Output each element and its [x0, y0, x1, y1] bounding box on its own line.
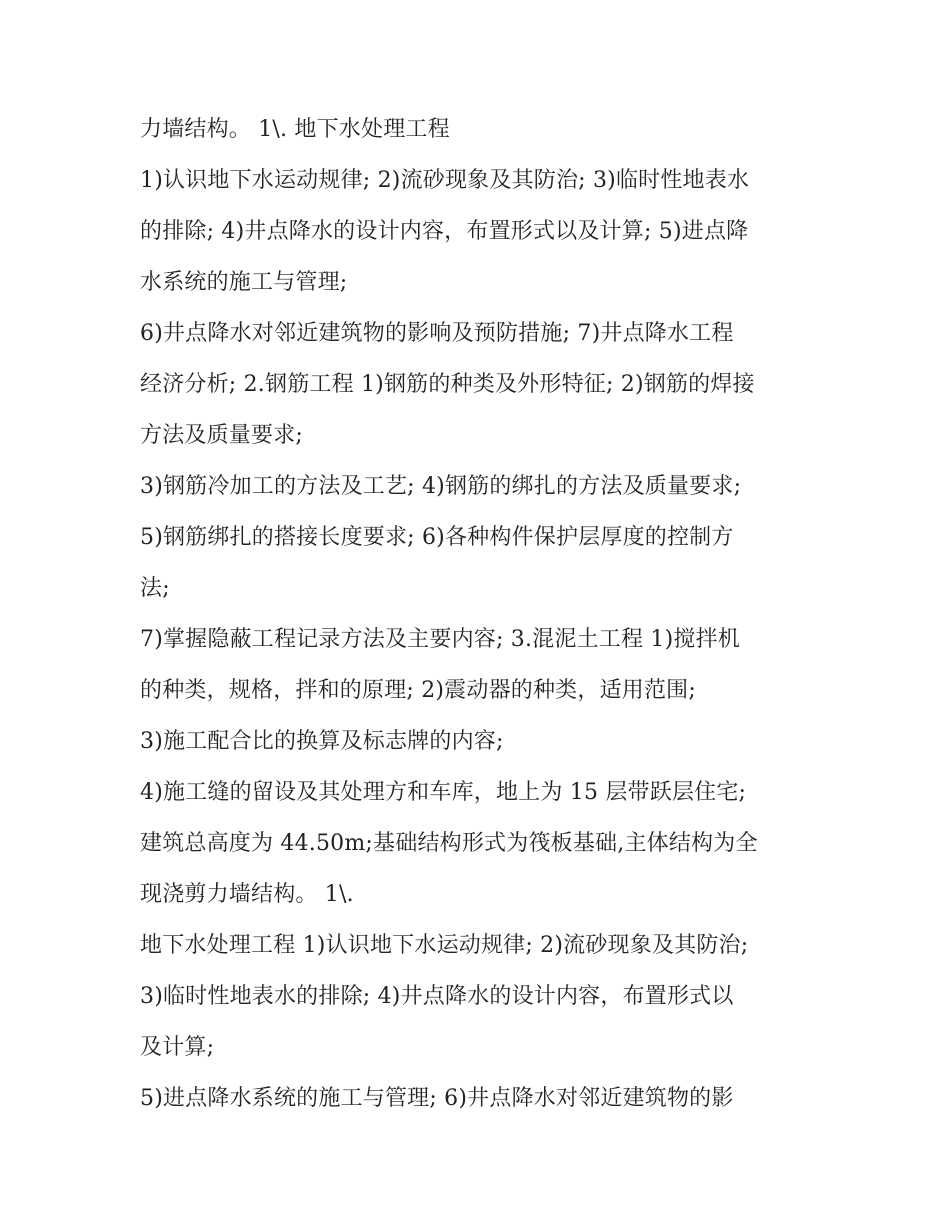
text-line: 经济分析; 2.钢筋工程 1)钢筋的种类及外形特征; 2)钢筋的焊接 — [140, 372, 755, 397]
text-line: 建筑总高度为 44.50m;基础结构形式为筏板基础,主体结构为全 — [140, 831, 758, 856]
text-line: 的种类，规格，拌和的原理; 2)震动器的种类，适用范围; — [140, 678, 696, 703]
text-line: 3)施工配合比的换算及标志牌的内容; — [140, 729, 504, 754]
text-line: 5)进点降水系统的施工与管理; 6)井点降水对邻近建筑物的影 — [140, 1086, 734, 1111]
text-line: 现浇剪力墙结构。 1\. — [140, 882, 354, 907]
text-line: 4)施工缝的留设及其处理方和车库，地上为 15 层带跃层住宅; — [140, 780, 747, 805]
text-line: 方法及质量要求; — [140, 423, 304, 448]
text-line: 法; — [140, 576, 170, 601]
text-line: 3)临时性地表水的排除; 4)井点降水的设计内容，布置形式以 — [140, 984, 734, 1009]
text-line: 7)掌握隐蔽工程记录方法及主要内容; 3.混泥土工程 1)搅拌机 — [140, 627, 740, 652]
text-line: 5)钢筋绑扎的搭接长度要求; 6)各种构件保护层厚度的控制方 — [140, 525, 734, 550]
text-line: 力墙结构。 1\. 地下水处理工程 — [140, 117, 450, 142]
text-line: 6)井点降水对邻近建筑物的影响及预防措施; 7)井点降水工程 — [140, 321, 734, 346]
document-body — [140, 104, 820, 1124]
text-line: 1)认识地下水运动规律; 2)流砂现象及其防治; 3)临时性地表水 — [140, 168, 750, 193]
text-line: 的排除; 4)井点降水的设计内容，布置形式以及计算; 5)进点降 — [140, 219, 749, 244]
text-line: 水系统的施工与管理; — [140, 270, 348, 295]
text-line: 3)钢筋冷加工的方法及工艺; 4)钢筋的绑扎的方法及质量要求; — [140, 474, 742, 499]
text-line: 地下水处理工程 1)认识地下水运动规律; 2)流砂现象及其防治; — [140, 933, 749, 958]
text-line: 及计算; — [140, 1035, 215, 1060]
